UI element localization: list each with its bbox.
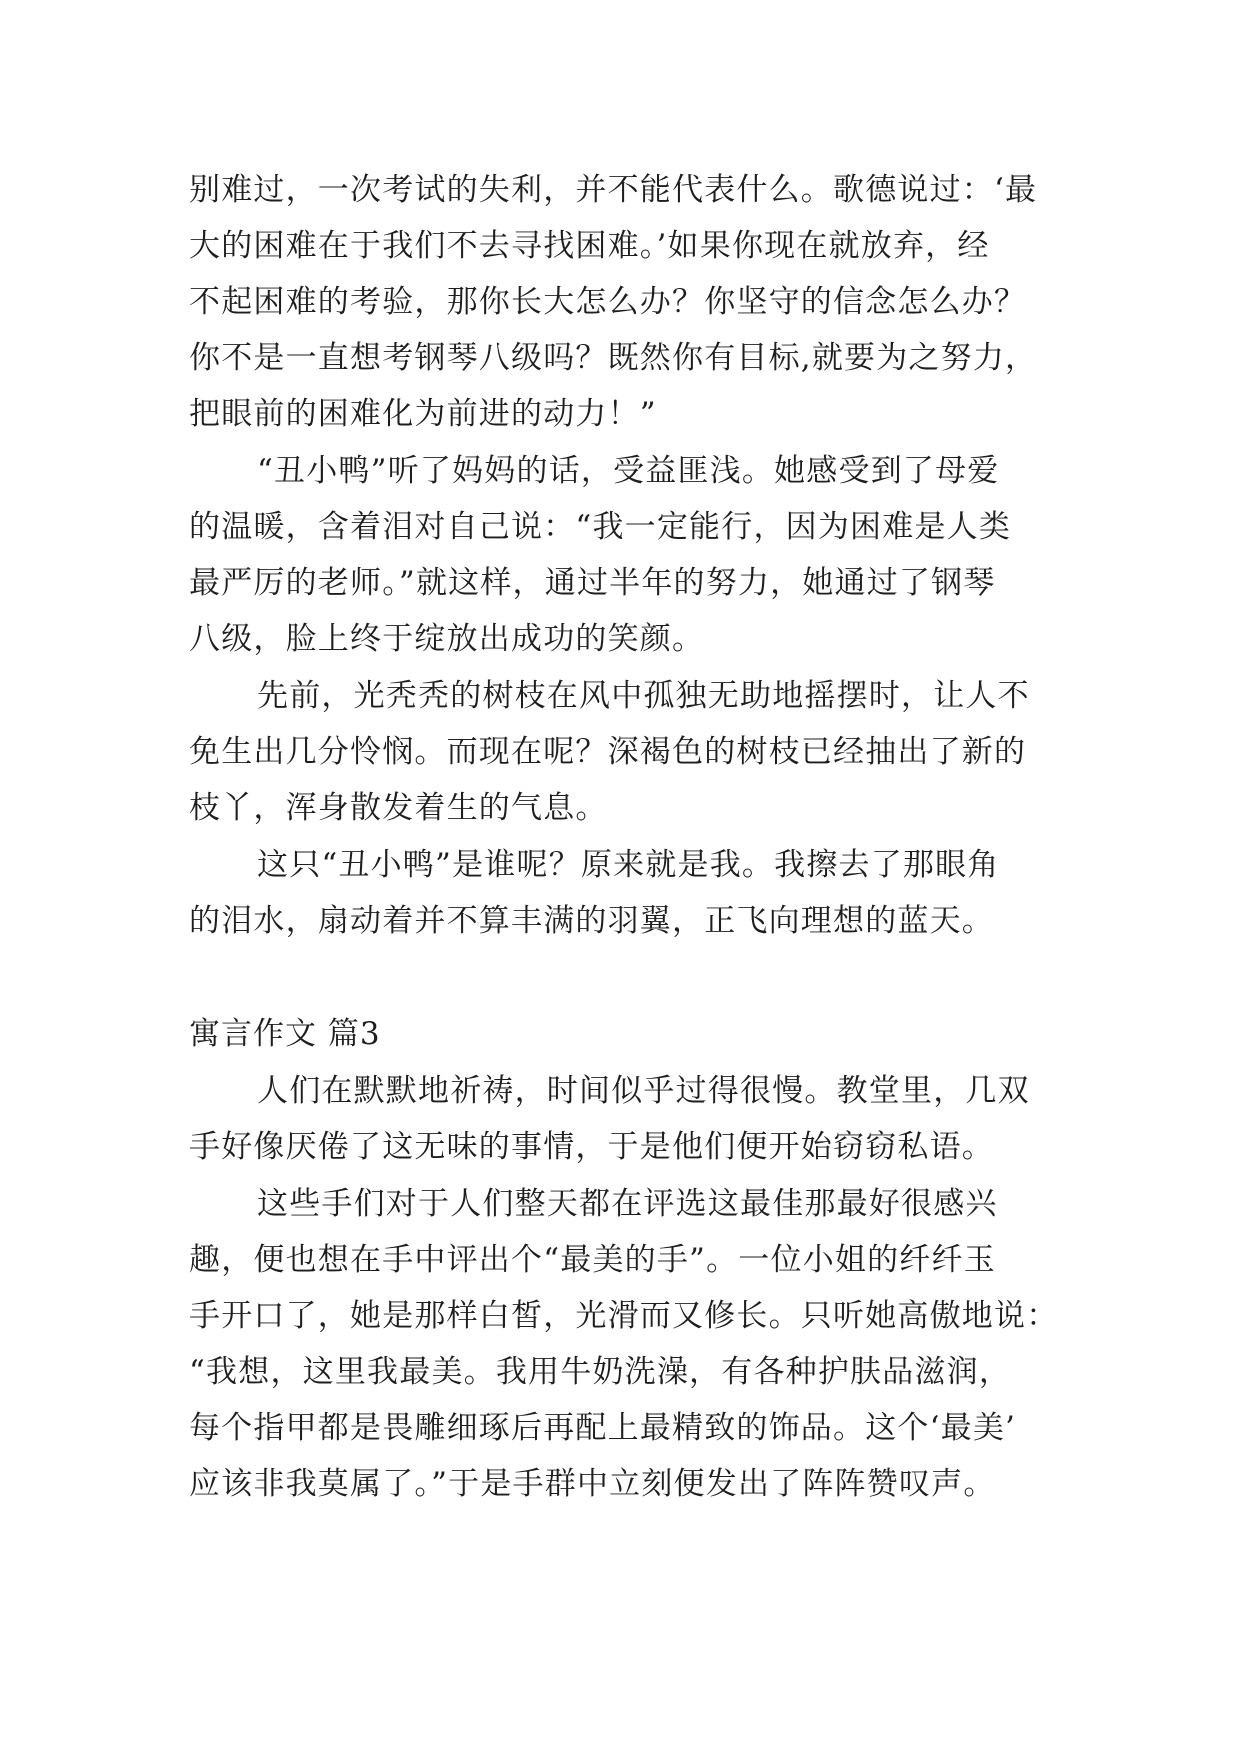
paragraph-first-line: 这些手们对于人们整天都在评选这最佳那最好很感兴 bbox=[257, 1186, 998, 1222]
text-line: 你不是一直想考钢琴八级吗？既然你有目标,就要为之努力， bbox=[189, 340, 1038, 376]
text-line: 别难过，一次考试的失利，并不能代表什么。歌德说过：‘最 bbox=[189, 172, 1038, 208]
text-line: 手开口了，她是那样白皙，光滑而又修长。只听她高傲地说： bbox=[189, 1298, 1059, 1334]
text-line: 大的困难在于我们不去寻找困难。’如果你现在就放弃，经 bbox=[189, 228, 990, 264]
text-line: 应该非我莫属了。”于是手群中立刻便发出了阵阵赞叹声。 bbox=[189, 1466, 996, 1502]
text-line: 八级，脸上终于绽放出成功的笑颜。 bbox=[189, 621, 705, 657]
text-line: “我想，这里我最美。我用牛奶洗澡，有各种护肤品滋润， bbox=[189, 1354, 1012, 1390]
paragraph-first-line: 人们在默默地祈祷，时间似乎过得很慢。教堂里，几双 bbox=[257, 1073, 1030, 1109]
text-line: 最严厉的老师。”就这样，通过半年的努力，她通过了钢琴 bbox=[189, 565, 996, 601]
text-line: 不起困难的考验，那你长大怎么办？你坚守的信念怎么办？ bbox=[189, 284, 1027, 320]
text-line: 把眼前的困难化为前进的动力！” bbox=[189, 396, 657, 432]
text-line: 每个指甲都是畏雕细琢后再配上最精致的饰品。这个‘最美’ bbox=[189, 1410, 1017, 1446]
text-line: 免生出几分怜悯。而现在呢？深褐色的树枝已经抽出了新的 bbox=[189, 734, 1027, 770]
section-heading: 寓言作文 篇3 bbox=[189, 1016, 381, 1052]
text-line: 枝丫，浑身散发着生的气息。 bbox=[189, 790, 608, 826]
text-line: 的温暖，含着泪对自己说：“我一定能行，因为困难是人类 bbox=[189, 509, 1012, 545]
paragraph-first-line: 先前，光秃秃的树枝在风中孤独无助地摇摆时，让人不 bbox=[257, 678, 1030, 714]
text-line: 的泪水，扇动着并不算丰满的羽翼，正飞向理想的蓝天。 bbox=[189, 903, 994, 939]
paragraph-first-line: “丑小鸭”听了妈妈的话，受益匪浅。她感受到了母爱 bbox=[257, 453, 1000, 489]
paragraph-first-line: 这只“丑小鸭”是谁呢？原来就是我。我擦去了那眼角 bbox=[257, 847, 1000, 883]
text-line: 手好像厌倦了这无味的事情，于是他们便开始窃窃私语。 bbox=[189, 1129, 994, 1165]
text-line: 趣，便也想在手中评出个“最美的手”。一位小姐的纤纤玉 bbox=[189, 1242, 996, 1278]
